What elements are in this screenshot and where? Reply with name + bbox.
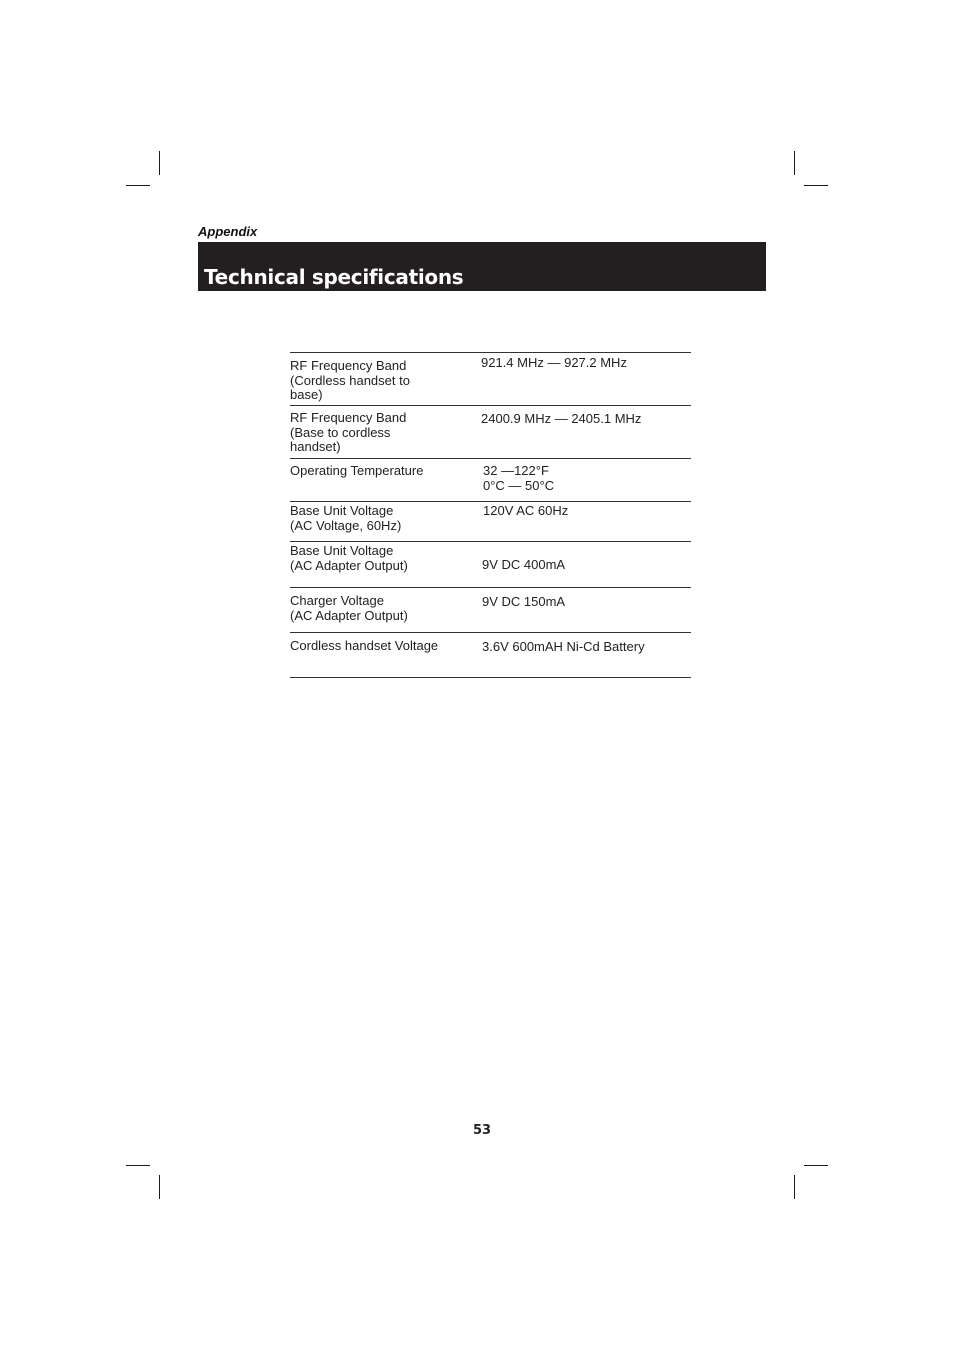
crop-mark xyxy=(159,1175,160,1199)
spec-label: RF Frequency Band (Cordless handset to base) xyxy=(290,358,410,402)
spec-value: 32 —122°F 0°C — 50°C xyxy=(483,463,555,493)
spec-label: Operating Temperature xyxy=(290,463,424,478)
spec-row xyxy=(290,541,691,587)
title-bar xyxy=(198,242,766,291)
spec-label: Charger Voltage (AC Adapter Output) xyxy=(290,593,408,623)
spec-row xyxy=(290,352,691,405)
section-label: Appendix xyxy=(198,224,258,239)
spec-value: 921.4 MHz — 927.2 MHz xyxy=(481,355,627,370)
spec-value: 3.6V 600mAH Ni-Cd Battery xyxy=(482,639,645,654)
spec-value: 9V DC 400mA xyxy=(482,557,566,572)
spec-label: Base Unit Voltage (AC Voltage, 60Hz) xyxy=(290,503,402,533)
spec-value: 120V AC 60Hz xyxy=(483,503,569,518)
crop-mark xyxy=(804,1165,828,1166)
spec-row xyxy=(290,405,691,458)
spec-table xyxy=(290,352,691,678)
spec-row xyxy=(290,587,691,632)
crop-mark xyxy=(794,1175,795,1199)
crop-mark xyxy=(126,1165,150,1166)
spec-row xyxy=(290,501,691,541)
spec-value: 2400.9 MHz — 2405.1 MHz xyxy=(481,411,642,426)
spec-row xyxy=(290,632,691,678)
spec-label: Base Unit Voltage (AC Adapter Output) xyxy=(290,543,408,573)
crop-mark xyxy=(159,151,160,175)
crop-mark xyxy=(794,151,795,175)
spec-value: 9V DC 150mA xyxy=(482,594,566,609)
crop-mark xyxy=(804,185,828,186)
page-title: Technical specifications xyxy=(204,265,464,289)
spec-row xyxy=(290,458,691,501)
page-number: 53 xyxy=(472,1123,492,1138)
crop-mark xyxy=(126,185,150,186)
spec-label: RF Frequency Band (Base to cordless handset) xyxy=(290,410,407,454)
spec-label: Cordless handset Voltage xyxy=(290,638,439,653)
